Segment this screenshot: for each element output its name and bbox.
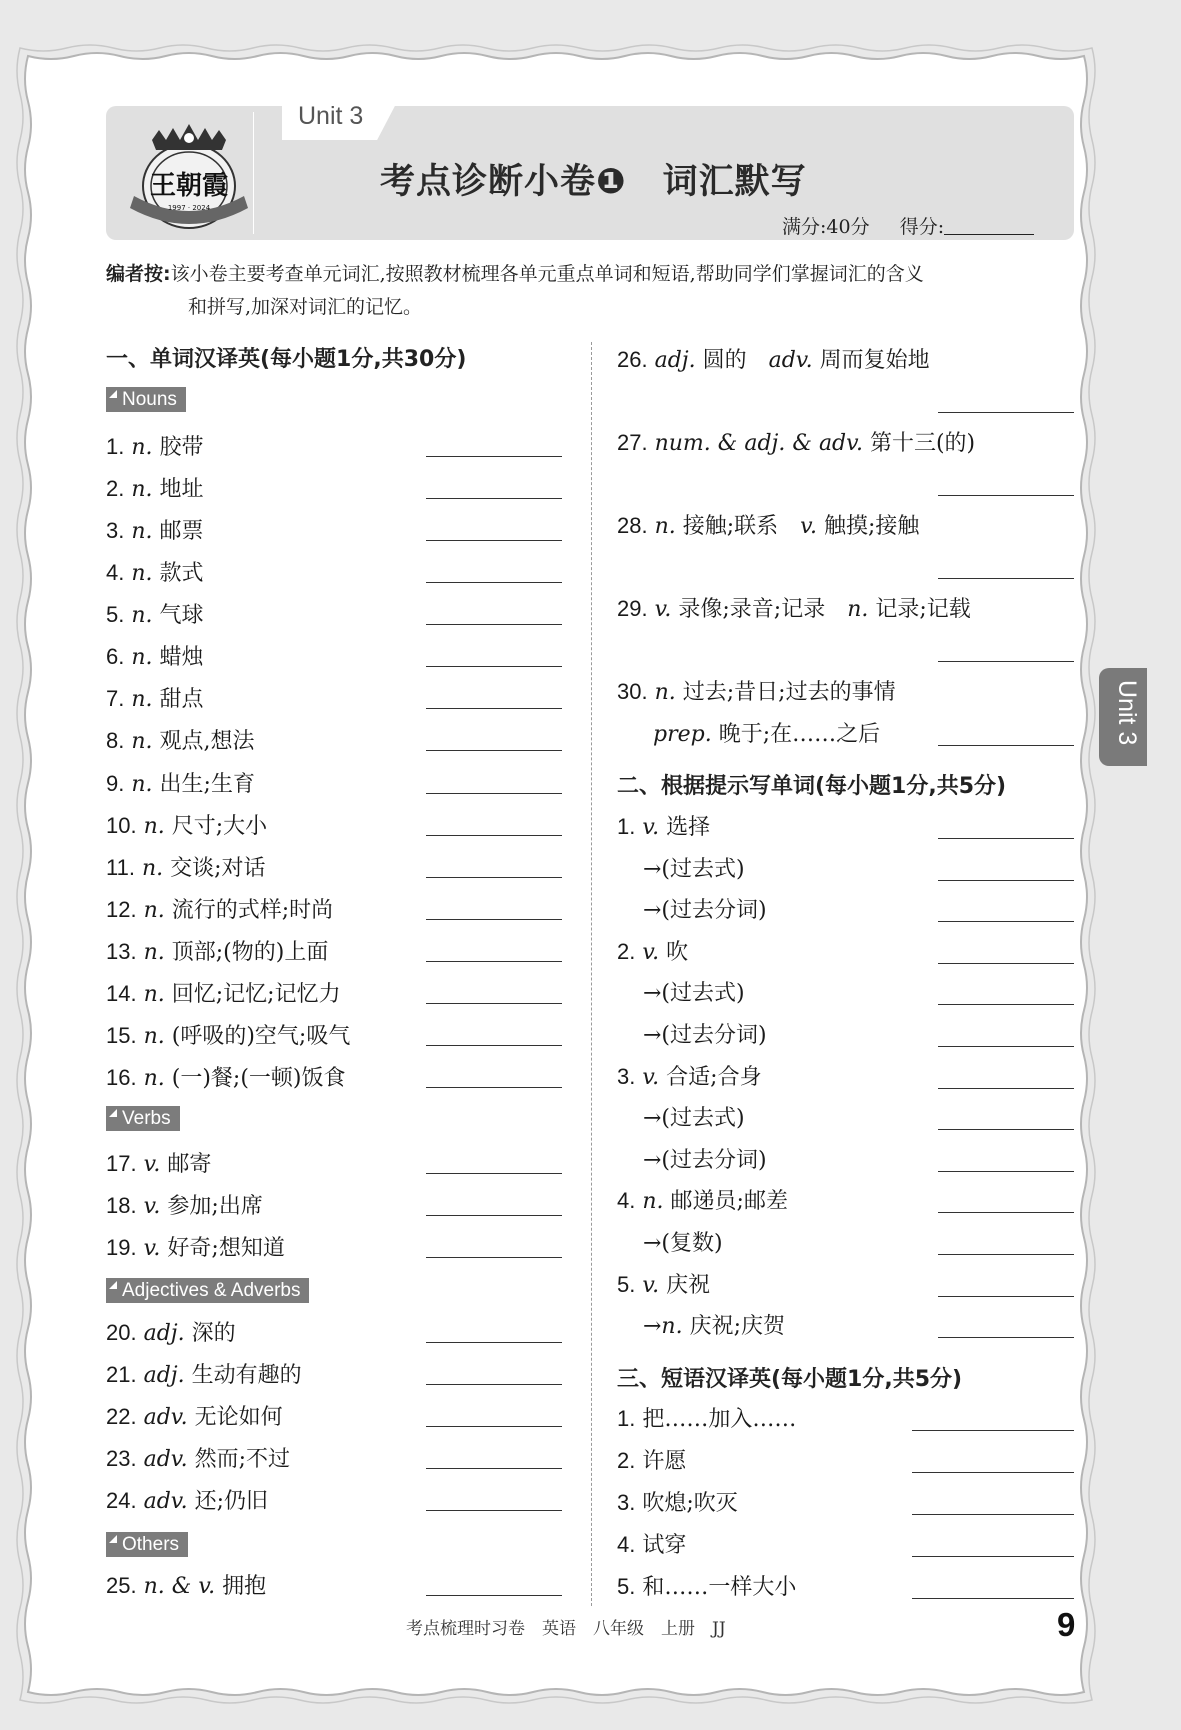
part-of-speech: v. xyxy=(642,1065,660,1090)
tag-others: Others xyxy=(106,1532,188,1557)
answer-blank[interactable] xyxy=(912,1598,1074,1599)
vocab-item xyxy=(617,675,896,706)
answer-blank[interactable] xyxy=(426,540,562,541)
item-meaning: 款式 xyxy=(159,561,204,586)
item-meaning: 回忆;记忆;记忆力 xyxy=(171,982,341,1007)
item-meaning: 拥抱 xyxy=(222,1574,267,1599)
item-number: 4. xyxy=(106,560,125,585)
item-meaning: →(过去式) xyxy=(643,857,745,882)
item-meaning: 甜点 xyxy=(159,687,204,712)
answer-blank[interactable] xyxy=(938,921,1074,922)
vocab-item xyxy=(106,1484,268,1515)
item-meaning: 好奇;想知道 xyxy=(167,1236,285,1261)
item-meaning: 邮寄 xyxy=(167,1152,212,1177)
answer-blank[interactable] xyxy=(426,1468,562,1469)
vocab-item-continued xyxy=(653,717,880,748)
vocab-item xyxy=(106,1358,302,1389)
part-of-speech: v. xyxy=(642,1273,660,1298)
answer-blank[interactable] xyxy=(426,1045,562,1046)
answer-blank[interactable] xyxy=(938,838,1074,839)
brand-logo xyxy=(122,116,256,238)
item-meaning: 试穿 xyxy=(642,1533,687,1558)
answer-blank[interactable] xyxy=(426,498,562,499)
word-form-prompt xyxy=(643,1309,785,1340)
part-of-speech: adj. xyxy=(143,1363,185,1388)
part-of-speech: v. xyxy=(642,815,660,840)
item-meaning: →(过去分词) xyxy=(643,1023,767,1048)
page-title: 考点诊断小卷❶ 词汇默写 xyxy=(380,162,807,202)
item-number: 21. xyxy=(106,1362,137,1387)
answer-blank[interactable] xyxy=(938,745,1074,746)
item-meaning: (一)餐;(一顿)饭食 xyxy=(171,1066,346,1091)
full-score: 满分:40分 xyxy=(782,216,870,238)
item-number: 24. xyxy=(106,1488,137,1513)
vocab-item xyxy=(106,430,204,461)
word-form-prompt xyxy=(643,852,745,883)
item-number: 15. xyxy=(106,1023,137,1048)
word-prompt xyxy=(617,1060,762,1091)
score-line xyxy=(782,212,1034,239)
part-of-speech: adj. xyxy=(654,348,696,373)
item-number: 30. xyxy=(617,679,648,704)
vocab-item xyxy=(106,1231,285,1262)
item-meaning: 吹熄;吹灭 xyxy=(642,1491,738,1516)
item-number: 2. xyxy=(617,1448,636,1473)
item-number: 11. xyxy=(106,855,135,880)
answer-blank[interactable] xyxy=(912,1430,1074,1431)
vocab-item xyxy=(106,1189,263,1220)
answer-blank[interactable] xyxy=(938,495,1074,496)
answer-blank[interactable] xyxy=(938,412,1074,413)
word-prompt xyxy=(617,810,710,841)
vocab-item xyxy=(617,426,975,457)
answer-blank[interactable] xyxy=(426,708,562,709)
answer-blank[interactable] xyxy=(426,666,562,667)
part-of-speech: n. xyxy=(131,687,153,712)
vocab-item xyxy=(106,598,204,629)
item-number: 29. xyxy=(617,596,648,621)
vocab-item xyxy=(106,724,255,755)
item-meaning: →(过去式) xyxy=(643,1106,745,1131)
answer-blank[interactable] xyxy=(426,1087,562,1088)
part-of-speech: n. xyxy=(654,680,676,705)
item-meaning: 接触;联系 xyxy=(675,514,801,539)
answer-blank[interactable] xyxy=(938,578,1074,579)
phrase-item xyxy=(617,1570,796,1601)
editor-note-label: 编者按: xyxy=(106,263,171,285)
vocab-item xyxy=(106,1442,290,1473)
part-of-speech: n. xyxy=(642,1189,664,1214)
item-number: 16. xyxy=(106,1065,137,1090)
item-number: 26. xyxy=(617,347,648,372)
item-meaning: 胶带 xyxy=(159,435,204,460)
answer-blank[interactable] xyxy=(426,1384,562,1385)
item-meaning: 顶部;(物的)上面 xyxy=(171,940,329,965)
phrase-item xyxy=(617,1402,796,1433)
item-meaning: 尺寸;大小 xyxy=(171,814,268,839)
vocab-item xyxy=(617,343,930,374)
item-meaning: 无论如何 xyxy=(194,1405,283,1430)
word-prompt xyxy=(617,1268,710,1299)
tag-verbs: Verbs xyxy=(106,1106,180,1131)
section2-title: 二、根据提示写单词(每小题1分,共5分) xyxy=(617,774,1007,799)
part-of-speech: n. xyxy=(143,1066,165,1091)
score-label: 得分: xyxy=(899,216,945,238)
item-meaning: 气球 xyxy=(159,603,204,628)
tag-nouns: Nouns xyxy=(106,387,186,412)
item-meaning: 生动有趣的 xyxy=(191,1363,302,1388)
item-meaning: 录像;录音;记录 xyxy=(671,597,848,622)
item-number: 2. xyxy=(617,939,636,964)
part-of-speech: n. xyxy=(131,519,153,544)
footer-text: 考点梳理时习卷 英语 八年级 上册 JJ xyxy=(406,1619,726,1639)
vocab-item xyxy=(617,509,919,540)
part-of-speech: n. xyxy=(131,435,153,460)
part-of-speech: n. xyxy=(143,898,165,923)
answer-blank[interactable] xyxy=(426,919,562,920)
answer-blank[interactable] xyxy=(426,624,562,625)
part-of-speech: n. xyxy=(131,477,153,502)
part-of-speech: n. xyxy=(131,603,153,628)
item-meaning: 还;仍旧 xyxy=(194,1489,269,1514)
item-meaning: →(过去分词) xyxy=(643,1148,767,1173)
part-of-speech: v. xyxy=(642,940,660,965)
item-number: 5. xyxy=(617,1272,636,1297)
item-meaning: 地址 xyxy=(159,477,204,502)
part-of-speech: adv. xyxy=(768,348,813,373)
item-number: 25. xyxy=(106,1573,137,1598)
word-prompt xyxy=(617,1184,788,1215)
word-form-prompt xyxy=(643,1143,767,1174)
phrase-item xyxy=(617,1444,686,1475)
part-of-speech: prep. xyxy=(653,722,712,747)
part-of-speech: n. xyxy=(143,1024,165,1049)
part-of-speech: v. xyxy=(143,1194,161,1219)
item-meaning: →(过去分词) xyxy=(643,898,767,923)
item-meaning: 记录;记载 xyxy=(868,597,971,622)
item-number: 17. xyxy=(106,1151,137,1176)
item-number: 20. xyxy=(106,1320,137,1345)
answer-blank[interactable] xyxy=(912,1556,1074,1557)
item-number: 13. xyxy=(106,939,137,964)
item-meaning: 然而;不过 xyxy=(194,1447,291,1472)
item-meaning: 庆祝;庆贺 xyxy=(689,1314,786,1339)
answer-blank[interactable] xyxy=(912,1514,1074,1515)
item-number: 4. xyxy=(617,1532,636,1557)
part-of-speech: n. xyxy=(141,856,164,881)
vocab-item xyxy=(106,893,333,924)
answer-blank[interactable] xyxy=(426,1426,562,1427)
vocab-item xyxy=(106,851,266,882)
vocab-item xyxy=(106,1061,346,1092)
item-number: 9. xyxy=(106,771,125,796)
part-of-speech: n. xyxy=(131,772,153,797)
item-number: 1. xyxy=(106,434,125,459)
item-meaning: 选择 xyxy=(666,815,711,840)
item-meaning: 邮票 xyxy=(159,519,204,544)
part-of-speech: v. xyxy=(654,597,672,622)
part-of-speech: adj. xyxy=(143,1321,185,1346)
unit-label: Unit 3 xyxy=(298,102,364,130)
item-number: 1. xyxy=(617,814,636,839)
part-of-speech: →n. xyxy=(643,1314,683,1339)
part-of-speech: n. xyxy=(847,597,869,622)
item-meaning: 过去;昔日;过去的事情 xyxy=(675,680,896,705)
vocab-item xyxy=(106,472,204,503)
section3-title: 三、短语汉译英(每小题1分,共5分) xyxy=(617,1367,963,1392)
item-number: 7. xyxy=(106,686,125,711)
item-meaning: →(过去式) xyxy=(643,981,745,1006)
part-of-speech: n. xyxy=(143,982,165,1007)
item-meaning: 周而复始地 xyxy=(812,348,930,373)
item-number: 8. xyxy=(106,728,125,753)
item-meaning: 出生;生育 xyxy=(159,772,255,797)
item-meaning: 流行的式样;时尚 xyxy=(171,898,334,923)
item-meaning: 参加;出席 xyxy=(167,1194,263,1219)
part-of-speech: adv. xyxy=(143,1405,188,1430)
item-meaning: 第十三(的) xyxy=(862,431,976,456)
item-meaning: 吹 xyxy=(666,940,689,965)
svg-text:王朝霞: 王朝霞 xyxy=(149,171,229,201)
unit-side-label: Unit 3 xyxy=(1113,680,1141,746)
vocab-item xyxy=(106,1316,236,1347)
tag-adjectives-adverbs: Adjectives & Adverbs xyxy=(106,1278,309,1303)
vocab-item xyxy=(106,1019,350,1050)
part-of-speech: n. xyxy=(131,729,153,754)
item-number: 19. xyxy=(106,1235,137,1260)
word-form-prompt xyxy=(643,976,745,1007)
answer-blank[interactable] xyxy=(426,793,562,794)
item-number: 27. xyxy=(617,430,648,455)
item-meaning: 圆的 xyxy=(695,348,769,373)
item-meaning: 和……一样大小 xyxy=(642,1575,797,1600)
answer-blank[interactable] xyxy=(938,661,1074,662)
item-number: 3. xyxy=(617,1490,636,1515)
vocab-item xyxy=(106,977,341,1008)
item-number: 14. xyxy=(106,981,137,1006)
column-divider xyxy=(591,342,592,1606)
item-meaning: 观点,想法 xyxy=(159,729,255,754)
answer-blank[interactable] xyxy=(426,835,562,836)
answer-blank[interactable] xyxy=(938,1212,1074,1213)
vocab-item xyxy=(106,1147,211,1178)
vocab-item xyxy=(106,682,204,713)
item-number: 18. xyxy=(106,1193,137,1218)
answer-blank[interactable] xyxy=(938,1046,1074,1047)
part-of-speech: n. xyxy=(654,514,676,539)
word-form-prompt xyxy=(643,893,767,924)
word-prompt xyxy=(617,935,688,966)
part-of-speech: v. xyxy=(143,1152,161,1177)
answer-blank[interactable] xyxy=(938,1129,1074,1130)
answer-blank[interactable] xyxy=(426,877,562,878)
item-meaning: 交谈;对话 xyxy=(170,856,266,881)
answer-blank[interactable] xyxy=(426,1342,562,1343)
answer-blank[interactable] xyxy=(426,1003,562,1004)
part-of-speech: n. xyxy=(131,645,153,670)
answer-blank[interactable] xyxy=(426,1257,562,1258)
part-of-speech: adv. xyxy=(143,1447,188,1472)
page-number: 9 xyxy=(1057,1606,1076,1643)
section1-title: 一、单词汉译英(每小题1分,共30分) xyxy=(106,347,467,372)
word-form-prompt xyxy=(643,1018,767,1049)
item-number: 28. xyxy=(617,513,648,538)
part-of-speech: n. xyxy=(143,814,165,839)
answer-blank[interactable] xyxy=(938,1088,1074,1089)
phrase-item xyxy=(617,1528,686,1559)
item-number: 10. xyxy=(106,813,137,838)
editor-note-line2: 和拼写,加深对词汇的记忆。 xyxy=(188,296,423,318)
item-number: 3. xyxy=(617,1064,636,1089)
editor-note-line1: 该小卷主要考查单元词汇,按照教材梳理各单元重点单词和短语,帮助同学们掌握词汇的含义 xyxy=(170,263,924,285)
answer-blank[interactable] xyxy=(938,1171,1074,1172)
vocab-item xyxy=(106,1569,266,1600)
item-number: 23. xyxy=(106,1446,137,1471)
item-number: 2. xyxy=(106,476,125,501)
answer-blank[interactable] xyxy=(938,1337,1074,1338)
phrase-item xyxy=(617,1486,738,1517)
answer-blank[interactable] xyxy=(938,1004,1074,1005)
item-number: 5. xyxy=(106,602,125,627)
vocab-item xyxy=(106,935,328,966)
item-meaning: 晚于;在……之后 xyxy=(711,722,881,747)
item-meaning: 蜡烛 xyxy=(159,645,204,670)
part-of-speech: adv. xyxy=(143,1489,188,1514)
score-blank[interactable] xyxy=(944,217,1034,235)
vocab-item xyxy=(106,1400,283,1431)
answer-blank[interactable] xyxy=(912,1472,1074,1473)
svg-text:1997 · 2024: 1997 · 2024 xyxy=(167,204,211,212)
answer-blank[interactable] xyxy=(426,582,562,583)
vocab-item xyxy=(106,514,204,545)
word-form-prompt xyxy=(643,1101,745,1132)
item-number: 3. xyxy=(106,518,125,543)
answer-blank[interactable] xyxy=(426,456,562,457)
item-number: 6. xyxy=(106,644,125,669)
part-of-speech: n. xyxy=(131,561,153,586)
item-number: 4. xyxy=(617,1188,636,1213)
word-form-prompt xyxy=(643,1226,723,1257)
item-number: 1. xyxy=(617,1406,636,1431)
item-meaning: 触摸;接触 xyxy=(816,514,920,539)
item-number: 22. xyxy=(106,1404,137,1429)
item-meaning: →(复数) xyxy=(643,1231,723,1256)
part-of-speech: n. & v. xyxy=(143,1574,216,1599)
item-meaning: 深的 xyxy=(191,1321,236,1346)
answer-blank[interactable] xyxy=(938,1254,1074,1255)
part-of-speech: v. xyxy=(143,1236,161,1261)
answer-blank[interactable] xyxy=(426,961,562,962)
vocab-item xyxy=(106,556,204,587)
answer-blank[interactable] xyxy=(426,1215,562,1216)
editor-note xyxy=(106,258,1076,324)
vocab-item xyxy=(617,592,971,623)
item-meaning: 许愿 xyxy=(642,1449,687,1474)
item-meaning: 邮递员;邮差 xyxy=(670,1189,788,1214)
item-number: 12. xyxy=(106,897,137,922)
answer-blank[interactable] xyxy=(426,1510,562,1511)
answer-blank[interactable] xyxy=(938,1296,1074,1297)
answer-blank[interactable] xyxy=(938,963,1074,964)
item-meaning: 把……加入…… xyxy=(642,1407,797,1432)
vocab-item xyxy=(106,809,267,840)
item-meaning: (呼吸的)空气;吸气 xyxy=(171,1024,351,1049)
answer-blank[interactable] xyxy=(938,880,1074,881)
part-of-speech: v. xyxy=(800,514,817,539)
item-number: 5. xyxy=(617,1574,636,1599)
answer-blank[interactable] xyxy=(426,1173,562,1174)
item-meaning: 庆祝 xyxy=(666,1273,711,1298)
answer-blank[interactable] xyxy=(426,750,562,751)
vocab-item xyxy=(106,767,255,798)
item-meaning: 合适;合身 xyxy=(666,1065,762,1090)
answer-blank[interactable] xyxy=(426,1595,562,1596)
part-of-speech: n. xyxy=(143,940,165,965)
part-of-speech: num. & adj. & adv. xyxy=(654,431,863,456)
vocab-item xyxy=(106,640,204,671)
